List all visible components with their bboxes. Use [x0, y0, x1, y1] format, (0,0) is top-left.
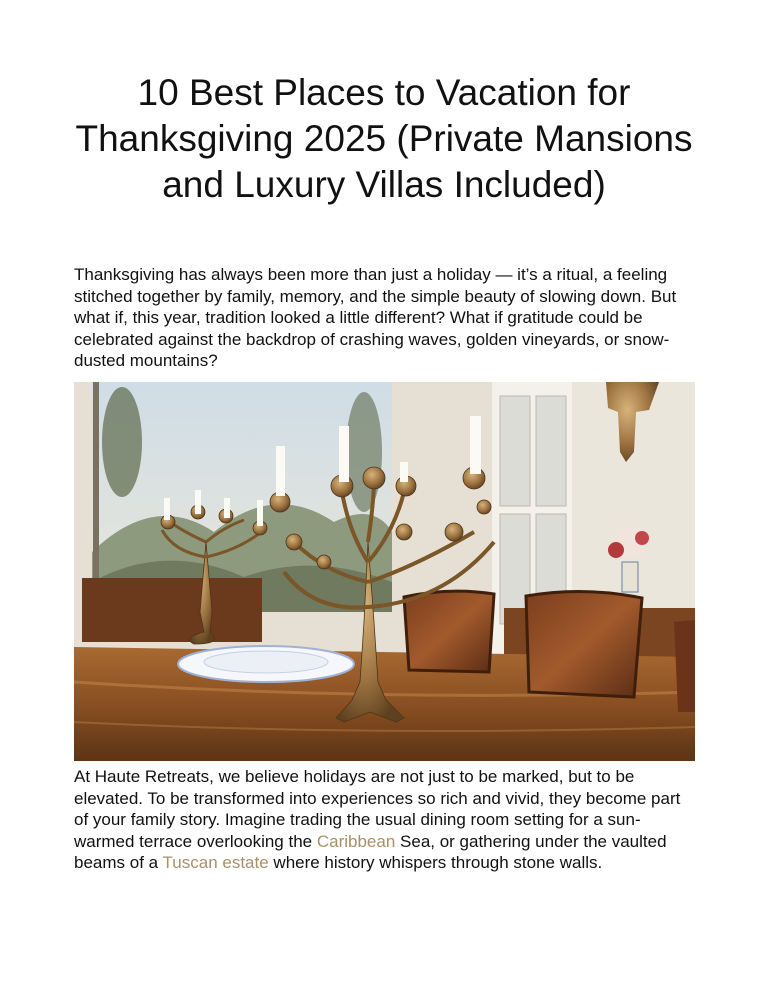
- intro-paragraph: Thanksgiving has always been more than just a holiday — it’s a ritual, a feeling stitched together by family, memory, and the simple beauty of slowing down. But what if, this year, tradition looked a little different? What if gratitude could be celebrated against the backdrop of crashing waves, golden vineyards, or snow-dusted mountains?: [74, 265, 677, 370]
- tuscan-estate-link[interactable]: Tuscan estate: [162, 853, 269, 872]
- paragraph-text: where history whispers through stone walls.: [268, 853, 603, 872]
- retreats-paragraph: [74, 766, 696, 874]
- paragraph-text: Sea, or gathering under the vaulted beams of a: [74, 831, 667, 872]
- paragraph-text: At Haute Retreats, we believe holidays are not just to be marked, but to be elevated. To be transformed into experiences so rich and vivid, they become part of your family story. Imagine trading the usual dining room setting for a sun-warmed terrace overlooking the: [74, 767, 681, 851]
- caribbean-link[interactable]: Caribbean: [316, 831, 396, 851]
- dining-room-photo: [74, 382, 695, 761]
- article-title: 10 Best Places to Vacation for Thanksgiving 2025 (Private Mansions and Luxury Villas Included): [75, 72, 693, 205]
